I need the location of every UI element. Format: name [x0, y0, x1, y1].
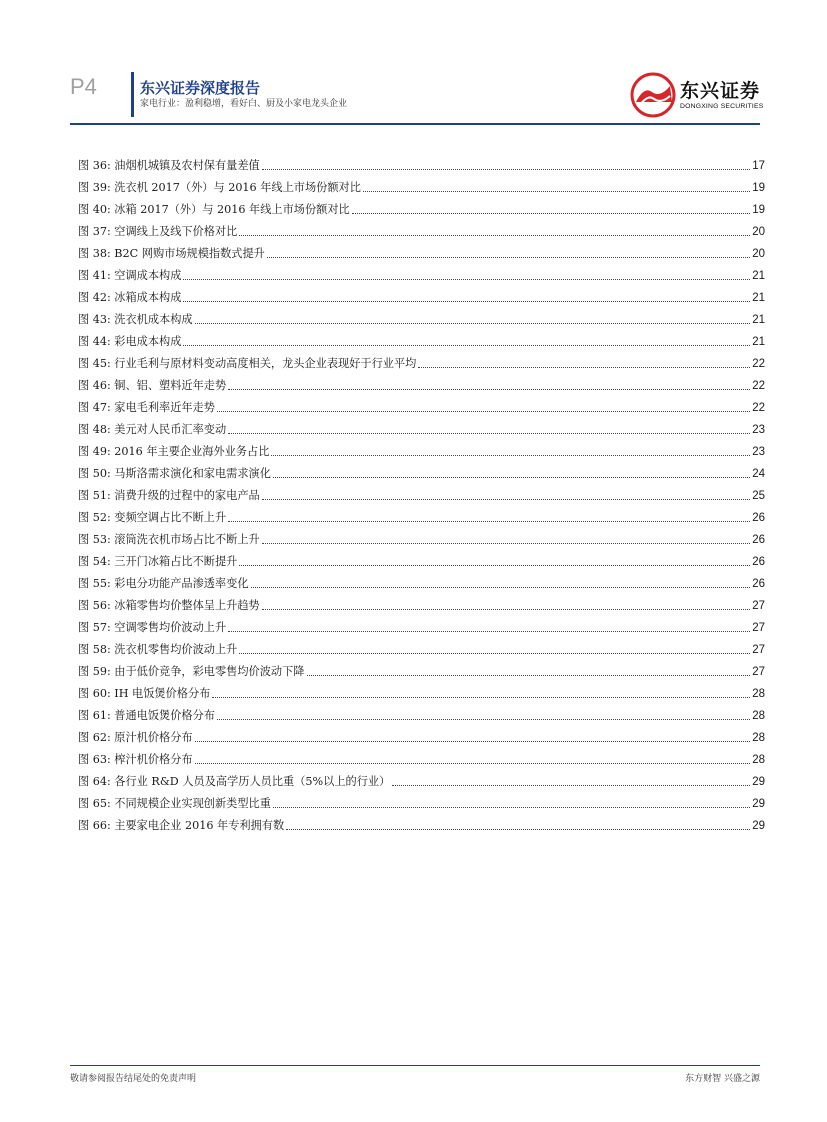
toc-row-label: 图 38: B2C 网购市场规模指数式提升 — [78, 247, 265, 260]
toc-row[interactable] — [78, 173, 765, 195]
toc-row[interactable] — [78, 261, 765, 283]
toc-row[interactable] — [78, 371, 765, 393]
toc-row-leader — [262, 543, 750, 544]
toc-row-leader — [262, 499, 750, 500]
toc-row-label: 图 46: 铜、铝、塑料近年走势 — [78, 379, 227, 392]
toc-row-page: 19 — [752, 182, 765, 194]
footer-disclaimer: 敬请参阅报告结尾处的免责声明 — [70, 1074, 197, 1084]
toc-row-label: 图 43: 洗衣机成本构成 — [78, 313, 193, 326]
toc-row-page: 22 — [752, 380, 765, 392]
logo-chinese-name: 东兴证券 — [680, 80, 761, 102]
toc-row[interactable] — [78, 239, 765, 261]
toc-row-leader — [183, 345, 750, 346]
toc-row[interactable] — [78, 811, 765, 833]
toc-row-page: 23 — [752, 424, 765, 436]
report-title: 东兴证券深度报告 — [140, 79, 261, 97]
toc-row-page: 22 — [752, 358, 765, 370]
toc-row-leader — [262, 169, 750, 170]
toc-row-page: 28 — [752, 688, 765, 700]
toc-row-label: 图 47: 家电毛利率近年走势 — [78, 401, 215, 414]
toc-row-page: 28 — [752, 754, 765, 766]
toc-row-label: 图 56: 冰箱零售均价整体呈上升趋势 — [78, 599, 260, 612]
toc-row[interactable] — [78, 393, 765, 415]
toc-row-label: 图 58: 洗衣机零售均价波动上升 — [78, 643, 238, 656]
toc-row-leader — [286, 829, 750, 830]
toc-row-label: 图 53: 滚筒洗衣机市场占比不断上升 — [78, 533, 260, 546]
toc-row-page: 19 — [752, 204, 765, 216]
toc-row[interactable] — [78, 217, 765, 239]
toc-row[interactable] — [78, 437, 765, 459]
toc-row-label: 图 36: 油烟机城镇及农村保有量差值 — [78, 159, 260, 172]
toc-row-label: 图 64: 各行业 R&D 人员及高学历人员比重（5%以上的行业） — [78, 775, 391, 788]
toc-row[interactable] — [78, 481, 765, 503]
toc-row-label: 图 54: 三开门冰箱占比不断提升 — [78, 555, 238, 568]
toc-row-page: 27 — [752, 666, 765, 678]
toc-row-leader — [307, 675, 751, 676]
toc-row-leader — [392, 785, 750, 786]
toc-row-leader — [217, 719, 750, 720]
toc-row-page: 24 — [752, 468, 765, 480]
toc-row-label: 图 37: 空调线上及线下价格对比 — [78, 225, 238, 238]
toc-row-label: 图 49: 2016 年主要企业海外业务占比 — [78, 445, 270, 458]
toc-row-page: 21 — [752, 314, 765, 326]
toc-row[interactable] — [78, 591, 765, 613]
toc-row[interactable] — [78, 305, 765, 327]
toc-row[interactable] — [78, 569, 765, 591]
toc-row-label: 图 44: 彩电成本构成 — [78, 335, 182, 348]
toc-row-label: 图 63: 榨汁机价格分布 — [78, 753, 193, 766]
toc-row-label: 图 55: 彩电分功能产品渗透率变化 — [78, 577, 249, 590]
toc-row-page: 27 — [752, 600, 765, 612]
toc-row-leader — [228, 521, 750, 522]
dongxing-logo — [630, 72, 765, 118]
toc-row-page: 17 — [752, 160, 765, 172]
figure-list — [78, 151, 765, 833]
toc-row-page: 25 — [752, 490, 765, 502]
toc-row[interactable] — [78, 327, 765, 349]
toc-row-page: 28 — [752, 710, 765, 722]
toc-row-page: 28 — [752, 732, 765, 744]
toc-row-leader — [239, 235, 750, 236]
dongxing-logo-mark-icon — [630, 72, 678, 118]
toc-row-leader — [262, 609, 750, 610]
toc-row-leader — [183, 279, 750, 280]
toc-row[interactable] — [78, 701, 765, 723]
toc-row-leader — [352, 213, 750, 214]
toc-row-page: 29 — [752, 798, 765, 810]
toc-row[interactable] — [78, 745, 765, 767]
toc-row[interactable] — [78, 789, 765, 811]
toc-row-leader — [273, 807, 750, 808]
toc-row-page: 21 — [752, 270, 765, 282]
toc-row-leader — [239, 653, 750, 654]
toc-row-leader — [183, 301, 750, 302]
toc-row-page: 20 — [752, 248, 765, 260]
toc-row-label: 图 50: 马斯洛需求演化和家电需求演化 — [78, 467, 271, 480]
toc-row-leader — [228, 433, 750, 434]
toc-row[interactable] — [78, 415, 765, 437]
toc-row[interactable] — [78, 195, 765, 217]
toc-row-page: 26 — [752, 534, 765, 546]
toc-row[interactable] — [78, 657, 765, 679]
toc-row-leader — [418, 367, 750, 368]
page-number: P4 — [70, 74, 97, 99]
toc-row-leader — [363, 191, 750, 192]
toc-row-page: 29 — [752, 820, 765, 832]
toc-row-page: 21 — [752, 336, 765, 348]
toc-row-label: 图 41: 空调成本构成 — [78, 269, 182, 282]
toc-row-leader — [212, 697, 750, 698]
toc-row-label: 图 65: 不同规模企业实现创新类型比重 — [78, 797, 271, 810]
toc-row-page: 29 — [752, 776, 765, 788]
toc-row[interactable] — [78, 767, 765, 789]
toc-row-label: 图 60: IH 电饭煲价格分布 — [78, 687, 211, 700]
toc-row-page: 20 — [752, 226, 765, 238]
toc-row-page: 26 — [752, 578, 765, 590]
toc-row[interactable] — [78, 525, 765, 547]
header-rule — [70, 123, 760, 125]
toc-row-label: 图 42: 冰箱成本构成 — [78, 291, 182, 304]
toc-row-page: 26 — [752, 512, 765, 524]
toc-row[interactable] — [78, 635, 765, 657]
report-subtitle: 家电行业：盈利稳增，看好白、厨及小家电龙头企业 — [140, 99, 348, 109]
toc-row-label: 图 48: 美元对人民币汇率变动 — [78, 423, 227, 436]
toc-row-label: 图 59: 由于低价竞争，彩电零售均价波动下降 — [78, 665, 305, 678]
toc-row[interactable] — [78, 723, 765, 745]
toc-row-label: 图 40: 冰箱 2017（外）与 2016 年线上市场份额对比 — [78, 203, 350, 216]
toc-row-leader — [251, 587, 751, 588]
logo-english-name: DONGXING SECURITIES — [680, 103, 764, 110]
toc-row[interactable] — [78, 151, 765, 173]
toc-row-label: 图 62: 原汁机价格分布 — [78, 731, 193, 744]
toc-row-leader — [217, 411, 750, 412]
toc-row[interactable] — [78, 679, 765, 701]
toc-row-page: 22 — [752, 402, 765, 414]
toc-row-page: 27 — [752, 622, 765, 634]
toc-row-leader — [228, 631, 750, 632]
toc-row-leader — [195, 763, 751, 764]
toc-row[interactable] — [78, 283, 765, 305]
toc-row-leader — [195, 323, 751, 324]
toc-row-leader — [273, 477, 750, 478]
toc-row-label: 图 61: 普通电饭煲价格分布 — [78, 709, 215, 722]
toc-row-page: 23 — [752, 446, 765, 458]
toc-row-leader — [239, 565, 750, 566]
toc-row[interactable] — [78, 547, 765, 569]
toc-row-label: 图 57: 空调零售均价波动上升 — [78, 621, 227, 634]
toc-row-label: 图 45: 行业毛利与原材料变动高度相关，龙头企业表现好于行业平均 — [78, 357, 417, 370]
toc-row-page: 21 — [752, 292, 765, 304]
toc-row-page: 27 — [752, 644, 765, 656]
toc-row[interactable] — [78, 503, 765, 525]
toc-row-leader — [195, 741, 751, 742]
toc-row-page: 26 — [752, 556, 765, 568]
toc-row-label: 图 66: 主要家电企业 2016 年专利拥有数 — [78, 819, 285, 832]
toc-row[interactable] — [78, 349, 765, 371]
toc-row[interactable] — [78, 613, 765, 635]
toc-row-leader — [267, 257, 750, 258]
toc-row-leader — [271, 455, 750, 456]
toc-row-label: 图 51: 消费升级的过程中的家电产品 — [78, 489, 260, 502]
toc-row[interactable] — [78, 459, 765, 481]
footer-rule — [70, 1065, 760, 1066]
footer-slogan: 东方财智 兴盛之源 — [685, 1074, 760, 1084]
toc-row-label: 图 39: 洗衣机 2017（外）与 2016 年线上市场份额对比 — [78, 181, 361, 194]
toc-row-leader — [228, 389, 750, 390]
header-divider — [131, 72, 134, 117]
toc-row-label: 图 52: 变频空调占比不断上升 — [78, 511, 227, 524]
